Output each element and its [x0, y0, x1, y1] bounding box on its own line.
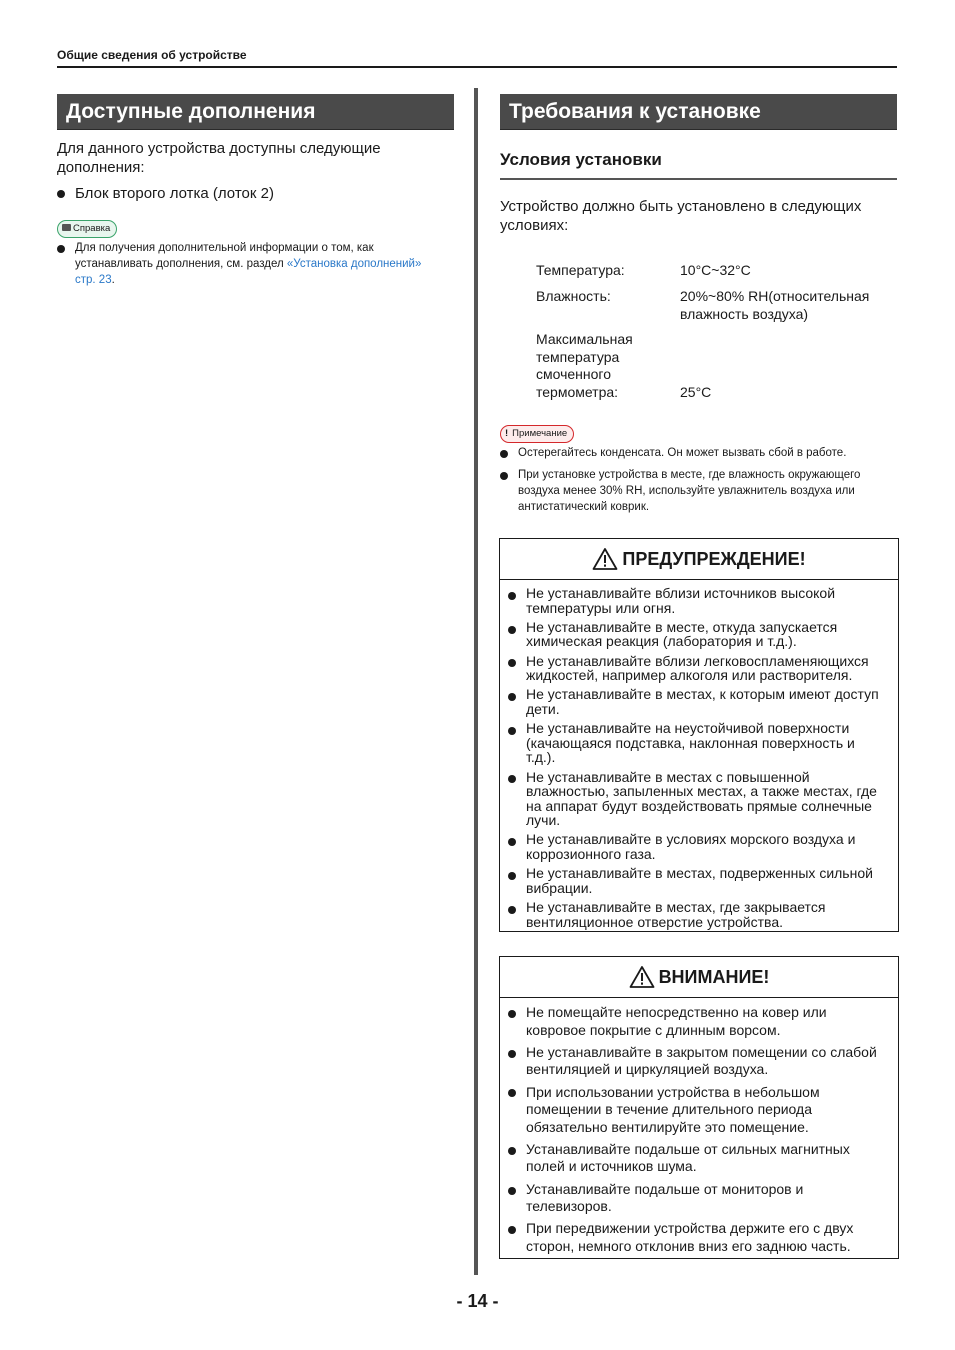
list-item: Не устанавливайте вблизи источников высокой температуры или огня.	[508, 586, 888, 615]
spec-key: Влажность:	[536, 288, 611, 304]
list-item: Не устанавливайте в месте, откуда запускается химическая реакция (лаборатория и т.д.).	[508, 620, 888, 649]
warning-triangle-icon	[592, 547, 618, 571]
reference-tag	[57, 218, 117, 238]
spec-value: 10°C~32°C	[680, 262, 751, 278]
warning-list	[508, 586, 888, 929]
book-icon	[62, 224, 71, 231]
caution-header	[500, 957, 898, 998]
header-rule	[57, 66, 897, 68]
reference-tag-label: Справка	[73, 223, 111, 234]
subheading-conditions: Условия установки	[500, 150, 662, 169]
list-item: Не устанавливайте на неустойчивой поверхности (качающаяся подставка, наклонная поверхность и т.д.).	[508, 721, 888, 765]
warning-box	[499, 538, 899, 932]
notes-list	[500, 445, 895, 515]
list-item: Не устанавливайте в закрытом помещении со слабой вентиляцией и циркуляцией воздуха.	[508, 1044, 888, 1079]
list-item	[57, 240, 442, 288]
section-banner-requirements: Требования к установке	[500, 94, 897, 130]
spec-key: Температура:	[536, 262, 625, 278]
list-item: При установке устройства в месте, где влажность окружающего воздуха менее 30% RH, используйте увлажнитель воздуха или антистатический коврик.	[500, 467, 895, 515]
reference-text: Для получения дополнительной информации о том, как устанавливать дополнения, см. раздел	[75, 242, 374, 270]
list-item: Устанавливайте подальше от сильных магнитных полей и источников шума.	[508, 1141, 888, 1176]
list-item: Не устанавливайте в условиях морского воздуха и коррозионного газа.	[508, 832, 888, 861]
spec-value: 25°C	[680, 383, 712, 400]
list-item: Устанавливайте подальше от мониторов и телевизоров.	[508, 1181, 888, 1216]
list-item: Не устанавливайте в местах с повышенной влажностью, запыленных местах, а также местах, где на аппарат будут воздействовать прямые солнечные лучи.	[508, 770, 888, 828]
warning-header	[500, 539, 898, 580]
list-item: Не устанавливайте в местах, к которым имеют доступ дети.	[508, 687, 888, 716]
conditions-intro: Устройство должно быть установлено в следующих условиях:	[500, 198, 862, 234]
list-item: При передвижении устройства держите его с двух сторон, немного отклонив вниз его заднюю часть.	[508, 1220, 888, 1255]
exclamation-icon: !	[505, 428, 509, 439]
list-item: Не устанавливайте в местах, подверженных сильной вибрации.	[508, 866, 888, 895]
spec-value: 20%~80% RH(относительная влажность воздуха)	[680, 288, 870, 322]
install-options-link[interactable]: «Установка дополнений» стр. 23	[75, 258, 422, 286]
note-tag-label: Примечание	[512, 428, 568, 439]
caution-title: ВНИМАНИЕ!	[658, 966, 770, 987]
spec-key: Максимальная температура смоченного термометра:	[536, 331, 633, 400]
caution-box	[499, 956, 899, 1259]
page-number: - 14 -	[456, 1291, 499, 1311]
list-item: Не устанавливайте вблизи легковоспламеняющихся жидкостей, например алкоголя или растворителя.	[508, 654, 888, 683]
column-divider	[474, 88, 478, 1275]
subheading-rule	[500, 178, 897, 180]
note-tag	[500, 423, 574, 443]
options-list	[57, 184, 447, 203]
list-item: Не устанавливайте в местах, где закрывается вентиляционное отверстие устройства.	[508, 900, 888, 929]
list-item: Остерегайтесь конденсата. Он может вызвать сбой в работе.	[500, 445, 895, 461]
caution-list	[508, 1004, 888, 1255]
reference-list	[57, 240, 442, 288]
warning-title: ПРЕДУПРЕЖДЕНИЕ!	[622, 548, 806, 569]
running-header: Общие сведения об устройстве	[57, 48, 247, 62]
warning-triangle-icon	[629, 965, 655, 989]
options-intro: Для данного устройства доступны следующие дополнения:	[57, 140, 381, 176]
list-item: Блок второго лотка (лоток 2)	[57, 184, 447, 203]
list-item: Не помещайте непосредственно на ковер или ковровое покрытие с длинным ворсом.	[508, 1004, 888, 1039]
section-banner-options: Доступные дополнения	[57, 94, 454, 130]
list-item: При использовании устройства в небольшом помещении в течение длительного периода обязательно вентилируйте это помещение.	[508, 1084, 888, 1137]
reference-text-end: .	[111, 274, 115, 286]
